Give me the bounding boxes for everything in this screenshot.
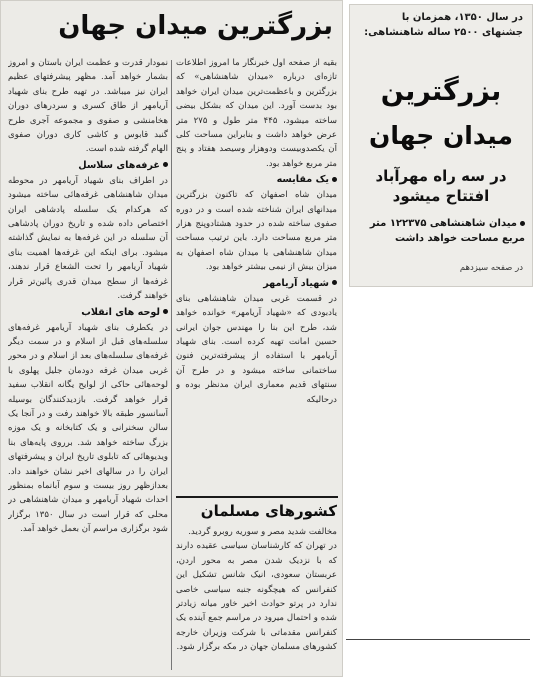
bullet-icon (163, 309, 168, 314)
bullet-icon (520, 221, 525, 226)
article-separator-rule (176, 496, 338, 498)
second-article-headline: کشورهای مسلمان (200, 502, 337, 520)
comparison-paragraph: میدان شاه اصفهان که تاکنون بزرگترین میدانهای ایران شناخته شده است و در دوره صفوی ساخته شده در حدود هشتادوپنج هزار متر مربع مساحت دارد. باین ترتیب مساحت میدان شاهنشاهی با میدان شاه اصفهان به میزان بیش از نیمی بیشتر خواهد بود. (176, 190, 337, 273)
teaser-bullet-text: میدان شاهنشاهی ۱۲۲۳۷۵ متر مربع مساحت خواهد داشت (369, 218, 525, 244)
subhead-shahyad: شهیاد آریامهر (176, 276, 337, 291)
shahyad-paragraph: در قسمت غربی میدان شاهنشاهی بنای یادبودی که «شهیاد آریامهر» خوانده خواهد شد، طرح این بنا را مهندس جوان ایرانی حسین امانت تهیه کرده است. بنای شهیاد آریامهر با استفاده از پیشرفته‌ترین فنون ساختمانی ساخته میشود و در طرح آن سنتهای قدیم معماری ایران مدنظر بوده و درحالیکه (176, 293, 337, 405)
subhead-dynasty-halls: غرفه‌های سلاسل (8, 158, 168, 173)
second-article-body: در تهران که کارشناسان سیاسی عقیده دارند که با نزدیک شدن مصر به محور اردن، عربستان سعودی، انیک شانس تشکیل این کنفرانس که هیچگونه جنبه سیاسی خاصی ندارد در پرتو حوادث اخیر خاور میانه زیادتر شده و احتمال میرود در مراسم جمع آینده یک کنفرانس مقدماتی با شرکت وزیران خارجه کشورهای مسلمان جهان در مکه برگزار شود. (176, 541, 337, 653)
bottom-right-rule (346, 639, 530, 640)
subhead-revolution-plaques: لوحه های انقلاب (8, 305, 168, 320)
teaser-kicker: در سال ۱۳۵۰، همزمان با جشنهای ۲۵۰۰ ساله شاهنشاهی: (364, 12, 523, 38)
front-page-teaser-clipping (349, 4, 533, 287)
teaser-headline-line2: میدان جهان (369, 121, 513, 150)
bullet-icon (332, 177, 337, 182)
dynasty-halls-paragraph: در اطراف بنای شهیاد آریامهر در محوطه میدان شاهنشاهی غرفه‌هائی ساخته میشود که هرکدام یک سلسله پادشاهی ایران اختصاص داده شده و تاریخ دوران پادشاهی آن سلسله در این غرفه‌ها به نمایش گذاشته میشود. برای اینکه این غرفه‌ها اهمیت بنای شهیاد آریامهر را تحت الشعاع قرار ندهند، غرفه‌ها از سطح میدان قدری پائین‌تر قرار خواهند گرفت. (8, 175, 168, 302)
right-column-intro: بقیه از صفحه اول خبرنگار ما امروز اطلاعات تازه‌ای درباره «میدان شاهنشاهی» که بزرگترین و باعظمت‌ترین میدان ایران خواهد بود بدست آورد. این میدان که بشکل بیضی ساخته میشود، ۴۴۵ متر طول و ۲۷۵ متر عرض خواهد داشت و بنابراین مساحت کلی آن یکصدوبیست ودوهزار وسیصد هفتاد و پنج متر مربع خواهد بود. (176, 58, 337, 169)
main-right-column (176, 56, 337, 492)
bullet-icon (163, 162, 168, 167)
bullet-icon (332, 280, 337, 285)
second-article-lead: مخالفت شدید مصر و سوریه روبرو گردید. (188, 527, 337, 537)
subhead-comparison: یک مقایسه (176, 172, 337, 187)
main-left-column (8, 56, 168, 670)
second-article (176, 500, 337, 672)
revolution-plaques-paragraph: در یکطرف بنای شهیاد آریامهر غرفه‌های سلسله‌های قبل از اسلام و در سمت دیگر غرفه‌های سلسله‌های بعد از اسلام و در محور غربی میدان غرفه دودمان جلیل پهلوی با لوحه‌هائی حاکی از لوایح یگانه انقلاب سفید قرار خواهد گرفت. بازدیدکنندگان بوسیله آسانسور طبقه بالا خواهند رفت و در آنجا یک سالن سخنرانی و یک کتابخانه و یک موزه بزرگ ساخته خواهد شد. برروی پایه‌های بنا ویدیوهائی که تابلوی تاریخ ایران و پیشرفتهای ایران را در سالهای اخیر نشان خواهند داد. بعدازظهر روز بیست و سوم آبانماه بمنظور احداث شهیاد آریامهر و میدان شاهنشاهی در محلی که قرار است در سال ۱۳۵۰ برگزار شود برگزاری مراسم آن بعمل خواهد آمد. (8, 322, 168, 535)
teaser-headline-line1: بزرگترین (380, 76, 502, 107)
teaser-continued-note: در صفحه سیزدهم (459, 263, 523, 273)
main-headline: بزرگترین میدان جهان (58, 11, 333, 41)
column-divider (171, 60, 172, 670)
teaser-subhead: در سه راه مهرآباد افتتاح میشود (375, 167, 507, 205)
left-column-intro: نمودار قدرت و عظمت ایران باستان و امروز بشمار خواهد آمد. مظهر پیشرفتهای عظیم ایران نیز میباشد. در تهیه طرح بنای شهیاد آریامهر از طاق کسری و سردرهای دوران هخامنشی و صفوی و مجموعه آجری طرح گنبد قابوس و کاشی کاری دوران صفوی الهام گرفته شده است. (8, 58, 168, 155)
teaser-bullet-line (357, 216, 525, 246)
